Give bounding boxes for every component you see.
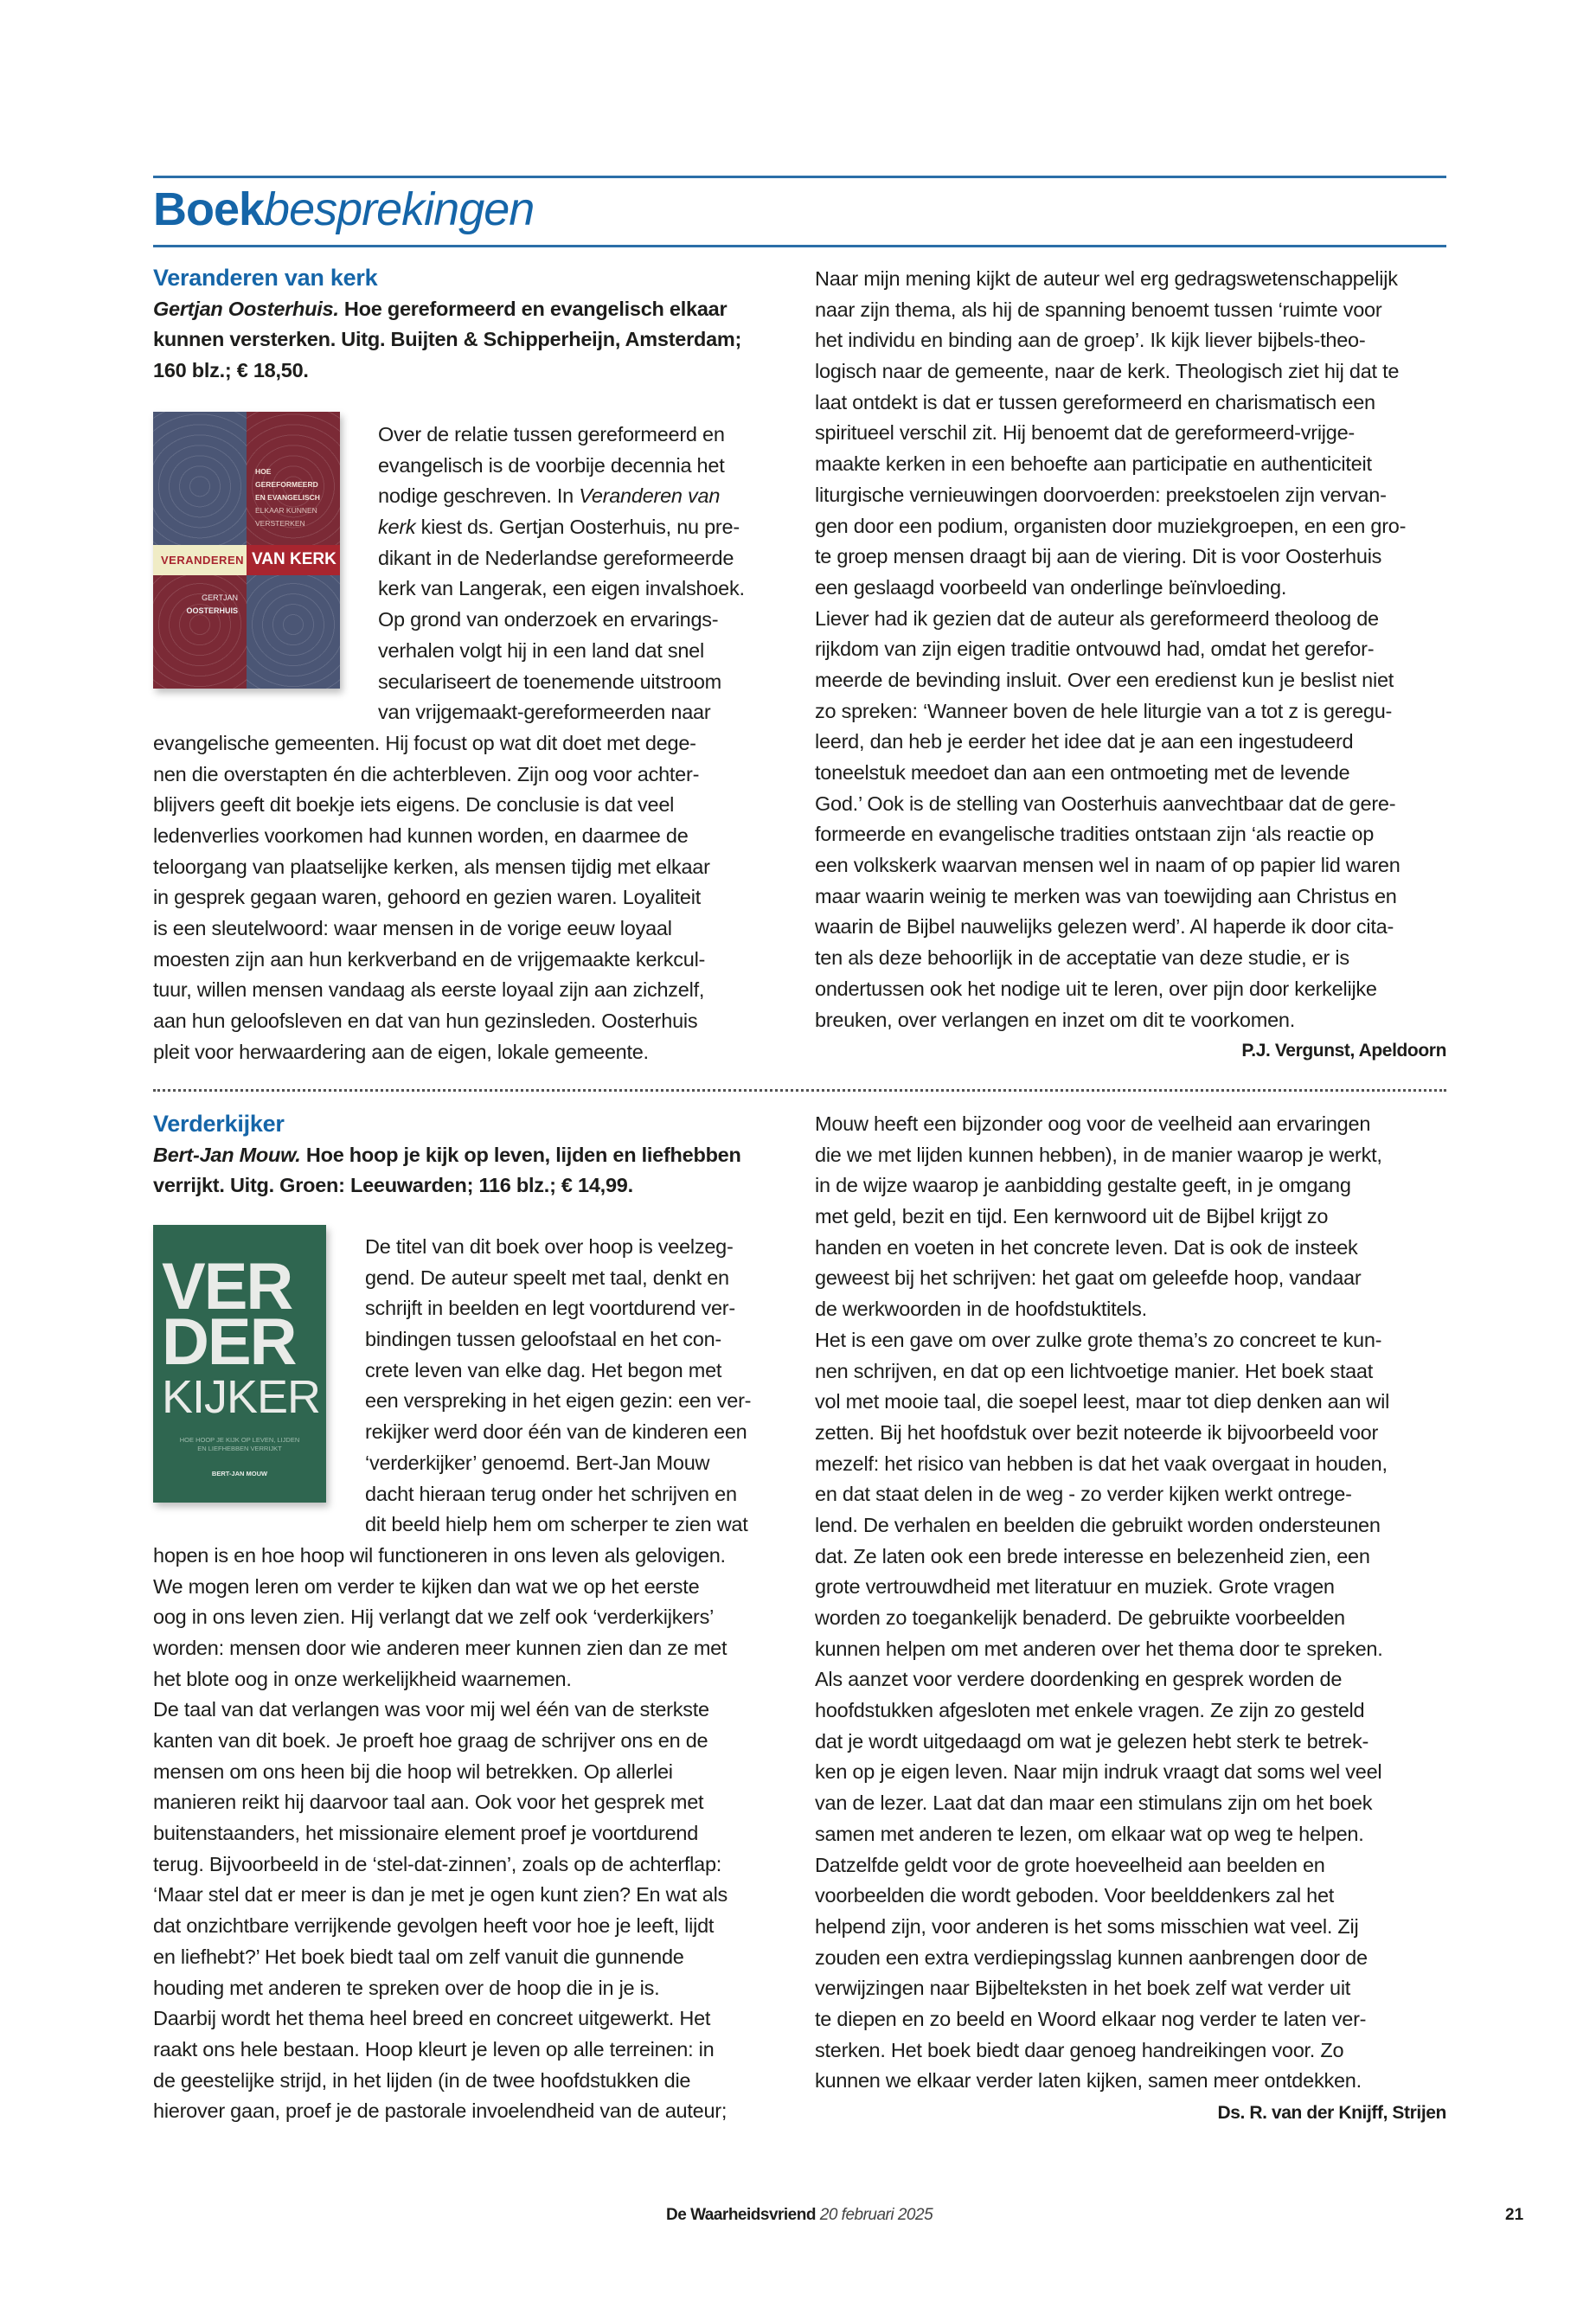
text-line: moesten zijn aan hun kerkverband en de vrijgemaakte kerkcul- (153, 947, 706, 971)
text-line: helpend zijn, voor anderen is het soms misschien wat veel. Zij (815, 1914, 1359, 1938)
review-2-header (153, 1109, 783, 1202)
cover-subtitle-line: GEREFORMEERD (255, 480, 318, 489)
text-line: Daarbij wordt het thema heel breed en concreet uitgewerkt. Het (153, 2007, 711, 2030)
text-line: kerk van Langerak, een eigen invalshoek. (378, 577, 745, 600)
review-1-body-left (153, 420, 783, 1067)
text-line: een verspreking in het eigen gezin: een ver- (365, 1389, 752, 1413)
text-line: voorbeelden die wordt geboden. Voor beelddenkers zal het (815, 1884, 1335, 1907)
text-line: kunnen we elkaar verder laten kijken, samen meer ontdekken. (815, 2069, 1362, 2093)
text-line: crete leven van elke dag. Het begon met (365, 1358, 722, 1381)
text-line: verhalen volgt hij in een land dat snel (378, 638, 704, 662)
text-line: vol met mooie taal, die soepel leest, maar tot diep denken aan wil (815, 1390, 1390, 1413)
text-line: ledenverlies voorkomen had kunnen worden, en daarmee de (153, 824, 689, 847)
italic-text: kerk (378, 516, 416, 539)
text: nodige geschreven. In (378, 484, 580, 508)
text-line (378, 481, 783, 512)
text-line: liturgische vernieuwingen doorvoerden: preekstoelen zijn vervan- (815, 483, 1387, 506)
text: kiest ds. Gertjan Oosterhuis, nu pre- (415, 516, 740, 539)
text-line: ondertussen ook het nodige uit te leren, over pijn door kerkelijke (815, 977, 1377, 1000)
text-line: mensen om ons heen bij die hoop wil betrekken. Op allerlei (153, 1759, 673, 1783)
cover-title-right: VAN KERK (247, 545, 340, 575)
text-line: leerd, dan heb je eerder het idee dat je aan een ingestudeerd (815, 730, 1354, 753)
text-line (378, 512, 783, 543)
text-line: te diepen en zo beeld en Woord elkaar nog verder te laten ver- (815, 2007, 1367, 2030)
text-line: De titel van dit boek over hoop is veelzeg- (365, 1235, 734, 1258)
cover-subtitle-line: ELKAAR KUNNEN (255, 506, 317, 515)
publication-name: De Waarheidsvriend (666, 2206, 816, 2224)
text-line: in de wijze waarop je aanbidding gestalte geeft, in je omgang (815, 1174, 1351, 1197)
bib-line: Hoe gereformeerd en evangelisch elkaar (338, 297, 727, 320)
cover-subtitle-line: HOE HOOP JE KIJK OP LEVEN, LIJDEN (179, 1436, 300, 1444)
bib-line: 160 blz.; € 18,50. (153, 359, 309, 382)
text-line: van de lezer. Laat dat dan maar een stimulans zijn om het boek (815, 1791, 1373, 1815)
cover-author-last: OOSTERHUIS (186, 606, 238, 615)
text-line: dat. Ze laten ook een brede interesse en belezenheid zien, een (815, 1544, 1370, 1567)
text-line: gend. De auteur speelt met taal, denkt en (365, 1266, 729, 1289)
text-line: hoofdstukken afgesloten met enkele vragen. Ze zijn zo gesteld (815, 1699, 1365, 1722)
italic-text: Veranderen van (579, 484, 721, 508)
page-title-italic: besprekingen (264, 183, 535, 235)
text-line: maakte kerken in een behoefte aan participatie en authenticiteit (815, 452, 1372, 476)
text-line: verwijzingen naar Bijbelteksten in het boek zelf wat verder uit (815, 1977, 1351, 2000)
text-line: te groep mensen draagt bij aan de viering. Dit is voor Oosterhuis (815, 545, 1382, 568)
review-separator (153, 1089, 1446, 1092)
text-line: dat je wordt uitgedaagd om wat je gelezen hebt sterk te betrek- (815, 1729, 1369, 1753)
cover-author-first: GERTJAN (202, 593, 238, 602)
cover-title-thin: KIJKER (162, 1371, 321, 1423)
book-author: Bert-Jan Mouw. (153, 1143, 301, 1166)
text-line: die we met lijden kunnen hebben), in de manier waarop je werkt, (815, 1143, 1382, 1166)
text-line: evangelische gemeenten. Hij focust op wat dit doet met dege- (153, 731, 696, 754)
publication-date: 20 februari 2025 (819, 2206, 933, 2224)
text-line: Op grond van onderzoek en ervarings- (378, 608, 719, 631)
text-line: met geld, bezit en tijd. Een kernwoord uit de Bijbel krijgt zo (815, 1205, 1329, 1228)
text-line: laat ontdekt is dat er tussen gereformeerd en charismatisch een (815, 390, 1375, 413)
text-line: grote vertrouwdheid met literatuur en muziek. Grote vragen (815, 1575, 1335, 1599)
text-line: hierover gaan, proef je de pastorale invoelendheid van de auteur; (153, 2099, 727, 2123)
text-line: lend. De verhalen en beelden die gebruikt worden ondersteunen (815, 1513, 1381, 1536)
text-line: en liefhebt?’ Het boek biedt taal om zelf vanuit die gunnende (153, 1945, 684, 1968)
text-line: Over de relatie tussen gereformeerd en (378, 423, 725, 445)
text-line: maar waarin weinig te merken was van toewijding aan Christus en (815, 884, 1397, 907)
footer (666, 2206, 933, 2225)
text-line: aan hun geloofsleven en dat van hun gezinsleden. Oosterhuis (153, 1009, 698, 1033)
bib-line: verrijkt. Uitg. Groen: Leeuwarden; 116 blz.; € 14,99. (153, 1174, 633, 1197)
text-line: naar zijn thema, als hij de spanning benoemt tussen ‘ruimte voor (815, 298, 1382, 321)
review-2-body-right (815, 1109, 1446, 2097)
text-line: teloorgang van plaatselijke kerken, als mensen tijdig met elkaar (153, 855, 710, 878)
text-line: nen die overstapten én die achterbleven. Zijn oog voor achter- (153, 762, 700, 785)
text-line: meerde de bevinding insluit. Over een eredienst kun je beslist niet (815, 668, 1394, 691)
cover-title-line: DER (162, 1305, 296, 1379)
bib-line: kunnen versterken. Uitg. Buijten & Schipperheijn, Amsterdam; (153, 328, 742, 351)
text-line: handen en voeten in het concrete leven. Dat is ook de insteek (815, 1235, 1358, 1259)
review-signature: Ds. R. van der Knijff, Strijen (1217, 2103, 1446, 2123)
text-line: oog in ons leven zien. Hij verlangt dat we zelf ook ‘verderkijkers’ (153, 1606, 715, 1629)
page-title (153, 178, 534, 240)
text-line: hopen is en hoe hoop wil functioneren in ons leven als gelovigen. (153, 1543, 726, 1567)
text-line: ken op je eigen leven. Naar mijn indruk vraagt dat soms wel veel (815, 1760, 1382, 1784)
text-line: Als aanzet voor verdere doordenking en gesprek worden de (815, 1668, 1343, 1691)
text-line: buitenstaanders, het missionaire element proef je voortdurend (153, 1822, 699, 1845)
text-line: ‘Maar stel dat er meer is dan je met je ogen kunt zien? En wat als (153, 1883, 728, 1907)
text-line: raakt ons hele bestaan. Hoop kleurt je leven op alle terreinen: in (153, 2037, 715, 2061)
text-line: zo spreken: ‘Wanneer boven de hele liturgie van a tot z is geregu- (815, 699, 1393, 722)
text-line: evangelisch is de voorbije decennia het (378, 453, 725, 477)
text-line: Mouw heeft een bijzonder oog voor de veelheid aan ervaringen (815, 1112, 1371, 1135)
text-line: blijvers geeft dit boekje iets eigens. De conclusie is dat veel (153, 793, 675, 817)
text-line: is een sleutelwoord: waar mensen in de vorige eeuw loyaal (153, 917, 672, 939)
text-line: Liever had ik gezien dat de auteur als gereformeerd theoloog de (815, 606, 1379, 630)
text-line: een volkskerk waarvan mensen wel in naam of op papier lid waren (815, 854, 1401, 877)
text-line: mezelf: het risico van hebben is dat het vaak overgaat in houden, (815, 1452, 1388, 1475)
text-line: manieren reikt hij daarvoor taal aan. Ook voor het gesprek met (153, 1791, 704, 1814)
text-line: dikant in de Nederlandse gereformeerde (378, 546, 734, 569)
text-line: Naar mijn mening kijkt de auteur wel erg gedragswetenschappelijk (815, 267, 1398, 290)
text-line: We mogen leren om verder te kijken dan wat we op het eerste (153, 1574, 700, 1598)
text-line: ten als deze behoorlijk in de acceptatie van deze studie, er is (815, 946, 1349, 970)
page-number: 21 (1505, 2206, 1524, 2224)
text-line: kanten van dit boek. Je proeft hoe graag de schrijver ons en de (153, 1729, 708, 1752)
text-line: de werkwoorden in de hoofdstuktitels. (815, 1298, 1147, 1321)
text-line: kunnen helpen om met anderen over het thema door te spreken. (815, 1637, 1383, 1660)
bib-line: Hoe hoop je kijk op leven, lijden en liefhebben (300, 1143, 741, 1166)
review-signature: P.J. Vergunst, Apeldoorn (1241, 1041, 1446, 1061)
review-heading: Verderkijker (153, 1111, 285, 1137)
cover-subtitle-line: EN EVANGELISCH (255, 493, 320, 502)
text-line: ‘verderkijker’ genoemd. Bert-Jan Mouw (365, 1451, 710, 1474)
text-line: logisch naar de gemeente, naar de kerk. Theologisch ziet hij dat te (815, 360, 1400, 383)
text-line: bindingen tussen geloofstaal en het con- (365, 1328, 722, 1351)
review-2-signature-wrap (815, 2098, 1446, 2129)
review-1-signature-wrap (815, 1035, 1446, 1067)
text-line: formeerde en evangelische tradities ontstaan zijn ‘als reactie op (815, 823, 1375, 846)
text-line: nen schrijven, en dat op een lichtvoetige manier. Het boek staat (815, 1359, 1374, 1382)
title-bottom-rule (153, 245, 1446, 247)
text-line: Het is een gave om over zulke grote thema’s zo concreet te kun- (815, 1328, 1382, 1351)
text-line: zetten. Bij het hoofdstuk over bezit noteerde ik bijvoorbeeld voor (815, 1420, 1379, 1444)
text-line: schrijft in beelden en legt voortdurend ver- (365, 1297, 735, 1320)
review-bibliography (153, 1140, 783, 1171)
text-line: Datzelfde geldt voor de grote hoeveelheid aan beelden en (815, 1853, 1325, 1876)
cover-author: BERT-JAN MOUW (211, 1470, 268, 1477)
text-line: pleit voor herwaardering aan de eigen, lokale gemeente. (153, 1040, 649, 1063)
review-heading: Veranderen van kerk (153, 265, 378, 291)
cover-title-left: VERANDEREN (153, 545, 247, 575)
text-line: toneelstuk meedoet dan aan een ontmoeting met de levende (815, 761, 1350, 784)
text-line: waarin de Bijbel nauwelijks gelezen werd’. Al haperde ik door cita- (815, 915, 1394, 939)
review-bibliography (153, 294, 783, 325)
cover-subtitle-line: HOE (255, 467, 272, 476)
cover-subtitle-line: EN LIEFHEBBEN VERRIJKT (197, 1445, 282, 1452)
text-line: terug. Bijvoorbeeld in de ‘stel-dat-zinnen’, zoals op de achterflap: (153, 1852, 722, 1875)
text-line: en dat staat delen in de weg - zo verder kijken werkt ontrege- (815, 1483, 1352, 1506)
text-line: geweest bij het schrijven: het gaat om geleefde hoop, vandaar (815, 1266, 1362, 1290)
text-line: dat onzichtbare verrijkende gevolgen heeft voor hoe je leeft, lijdt (153, 1914, 715, 1938)
book-author: Gertjan Oosterhuis. (153, 297, 339, 320)
text-line: rijkdom van zijn eigen traditie ontvouwd had, omdat het gerefor- (815, 638, 1375, 661)
text-line: spiritueel verschil zit. Hij benoemt dat de gereformeerd-vrijge- (815, 421, 1355, 445)
text-line: het individu en binding aan de groep’. Ik kijk liever bijbels-theo- (815, 329, 1366, 352)
text-line: tuur, willen mensen vandaag als eerste loyaal zijn aan zichzelf, (153, 978, 705, 1002)
text-line: een geslaagd voorbeeld van onderlinge beïnvloeding. (815, 575, 1287, 599)
text-line: De taal van dat verlangen was voor mij wel één van de sterkste (153, 1698, 709, 1721)
text-line: seculariseert de toenemende uitstroom (378, 670, 721, 693)
text-line: sterken. Het boek biedt daar genoeg handreikingen voor. Zo (815, 2038, 1344, 2061)
text-line: God.’ Ook is de stelling van Oosterhuis aanvechtbaar dat de gere- (815, 792, 1396, 815)
cover-title-line: VER (162, 1250, 292, 1324)
text-line: rekijker werd door één van de kinderen een (365, 1420, 747, 1444)
text-line: dacht hieraan terug onder het schrijven en (365, 1482, 737, 1505)
text-line: zouden een extra verdiepingsslag kunnen aanbrengen door de (815, 1945, 1368, 1969)
review-2-body-left (153, 1232, 783, 2127)
page-title-bold: Boek (153, 183, 265, 235)
text-line: samen met anderen te lezen, om elkaar wat op weg te helpen. (815, 1822, 1364, 1845)
text-line: dit beeld hielp hem om scherper te zien wat (365, 1513, 748, 1536)
cover-subtitle-line: VERSTERKEN (255, 519, 305, 528)
text-line: worden: mensen door wie anderen meer kunnen zien dan ze met (153, 1636, 727, 1659)
text-line: het blote oog in onze werkelijkheid waarnemen. (153, 1667, 572, 1690)
text-line: worden zo toegankelijk benaderd. De gebruikte voorbeelden (815, 1606, 1345, 1629)
text-line: houding met anderen te spreken over de hoop die in je is. (153, 1976, 660, 1999)
text-line: van vrijgemaakt-gereformeerden naar (378, 701, 711, 724)
text-line: de geestelijke strijd, in het lijden (in de twee hoofdstukken die (153, 2068, 691, 2092)
review-1-body-right (815, 264, 1446, 1035)
text-line: breuken, over verlangen en inzet om dit te voorkomen. (815, 1008, 1295, 1031)
text-line: in gesprek gegaan waren, gehoord en gezien waren. Loyaliteit (153, 886, 701, 909)
review-1-header (153, 263, 783, 387)
text-line: gen door een podium, organisten door muziekgroepen, en een gro- (815, 514, 1407, 537)
